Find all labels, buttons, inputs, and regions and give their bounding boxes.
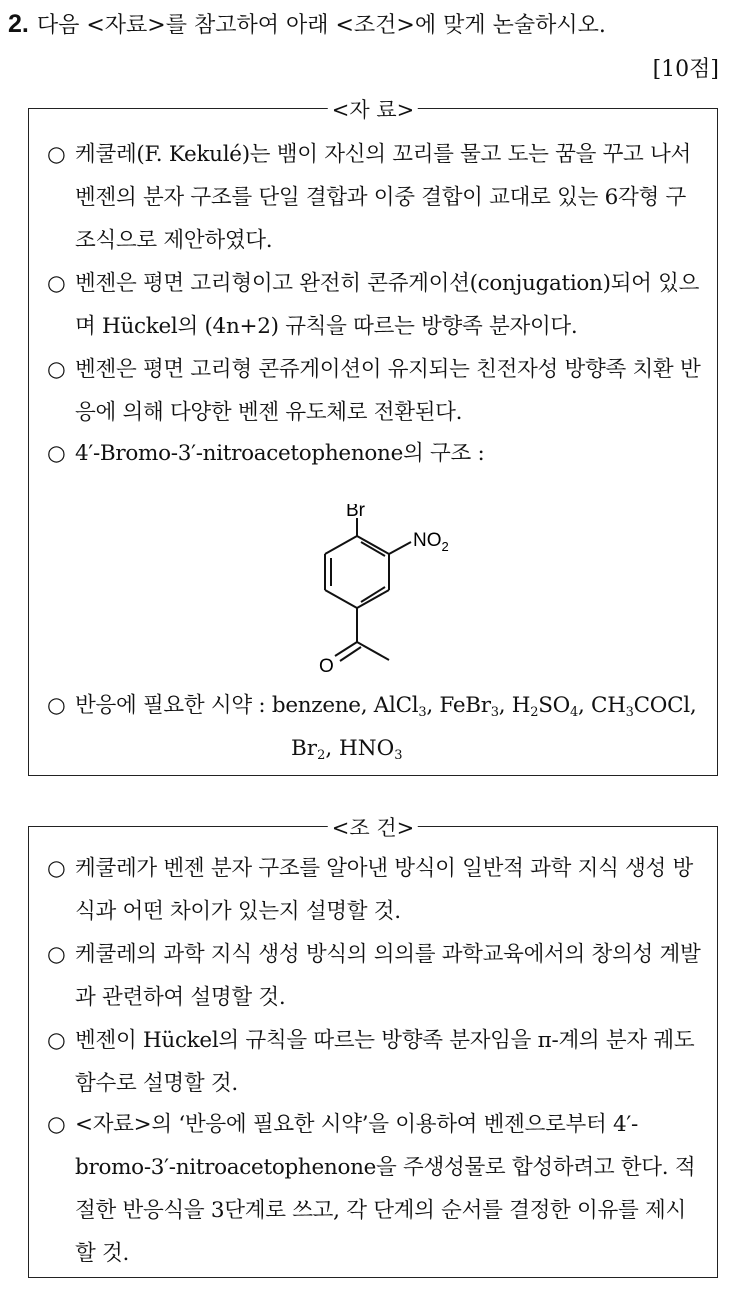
materials-item-2 — [47, 262, 703, 348]
bromine-label: Br — [346, 504, 365, 521]
materials-item-3-text: 벤젠은 평면 고리형 콘쥬게이션이 유지되는 친전자성 방향족 치환 반응에 의해 다양한 벤젠 유도체로 전환된다. — [75, 357, 701, 425]
materials-title: <자 료> — [328, 94, 418, 124]
reagents-label: 반응에 필요한 시약 : — [75, 693, 266, 718]
nitro-group-label — [413, 530, 449, 554]
bullet: ○ — [47, 357, 66, 382]
materials-item-1-text: 케쿨레(F. Kekulé)는 뱀이 자신의 꼬리를 물고 도는 꿈을 꾸고 나서 벤젠의 분자 구조를 단일 결합과 이중 결합이 교대로 있는 6각형 구조식으로 제안하였다. — [75, 142, 691, 253]
bullet: ○ — [47, 942, 66, 967]
conditions-item-4-text: <자료>의 ‘반응에 필요한 시약’을 이용하여 벤젠으로부터 4′-bromo-3′-nitroacetophenone을 주생성물로 합성하려고 한다. 적절한 반응식을 3단계로 쓰고, 각 단계의 순서를 결정한 이유를 제시할 것. — [75, 1112, 696, 1266]
bullet: ○ — [47, 441, 66, 466]
molecule-structure — [299, 504, 479, 679]
bullet: ○ — [47, 271, 66, 296]
bullet: ○ — [47, 856, 66, 881]
bullet: ○ — [47, 693, 66, 718]
conditions-item-3 — [47, 1019, 703, 1105]
materials-item-4 — [47, 432, 703, 475]
conditions-item-1 — [47, 847, 703, 933]
conditions-item-3-text: 벤젠이 Hückel의 규칙을 따르는 방향족 분자임을 π-계의 분자 궤도함수로 설명할 것. — [75, 1028, 695, 1096]
conditions-item-1-text: 케쿨레가 벤젠 분자 구조를 알아낸 방식이 일반적 과학 지식 생성 방식과 어떤 차이가 있는지 설명할 것. — [75, 856, 694, 924]
materials-item-2-text: 벤젠은 평면 고리형이고 완전히 콘쥬게이션(conjugation)되어 있으며 Hückel의 (4n+2) 규칙을 따르는 방향족 분자이다. — [75, 271, 700, 339]
bullet: ○ — [47, 1028, 66, 1053]
bullet: ○ — [47, 1112, 66, 1137]
question-header — [8, 8, 606, 39]
nitro-label: NO — [413, 530, 442, 551]
conditions-item-2 — [47, 933, 703, 1019]
nitro-subscript: 2 — [441, 539, 449, 554]
conditions-box — [28, 816, 718, 1278]
reagents-line-1: benzene, AlCl$_3$, FeBr$_3$, $H_2SO_4$, $CH_3COCl$, — [271, 693, 697, 720]
reagents-line-2: $Br_2$, $HNO_3$ — [291, 736, 403, 763]
bullet: ○ — [47, 142, 66, 167]
materials-item-4-text: 4′-Bromo-3′-nitroacetophenone의 구조 : — [75, 441, 485, 466]
points-label: [10점] — [652, 57, 719, 82]
conditions-title: <조 건> — [328, 812, 418, 842]
oxygen-label: O — [319, 656, 334, 677]
materials-item-1 — [47, 133, 703, 262]
conditions-item-2-text: 케쿨레의 과학 지식 생성 방식의 의의를 과학교육에서의 창의성 계발과 관련하여 설명할 것. — [75, 942, 701, 1010]
materials-item-3 — [47, 348, 703, 434]
question-number: 2. — [8, 10, 29, 38]
materials-box — [28, 98, 718, 776]
question-prompt: 다음 <자료>를 참고하여 아래 <조건>에 맞게 논술하시오. — [36, 13, 606, 38]
conditions-item-4 — [47, 1103, 703, 1275]
